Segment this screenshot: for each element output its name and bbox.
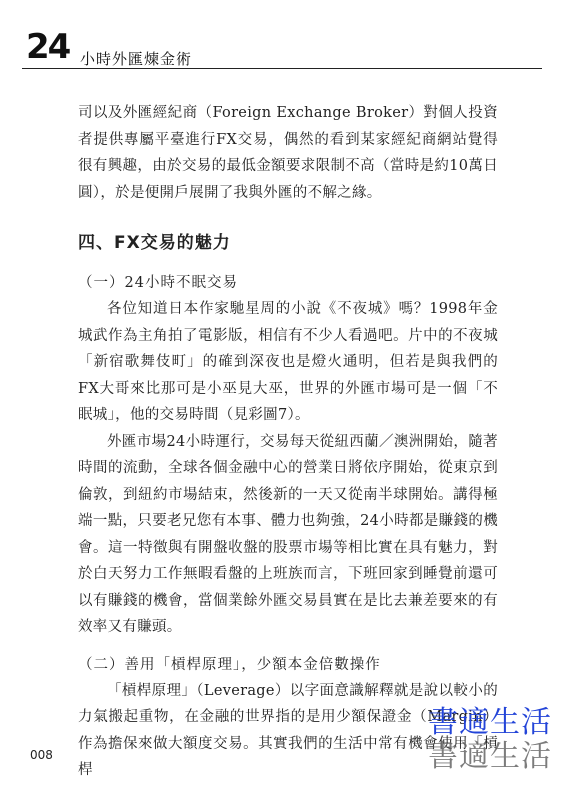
watermark-line-2: 書適生活: [428, 739, 552, 774]
page-header: [0, 0, 564, 80]
paragraph-1: 各位知道日本作家馳星周的小說《不夜城》嗎？1998年金城武作為主角拍了電影版，相信有不少人看過吧。片中的不夜城「新宿歌舞伎町」的確到深夜也是燈火通明，但若是與我們的FX大哥來比那可是小巫見大巫，世界的外匯市場可是一個「不眠城」，他的交易時間（見彩圖7）。: [78, 301, 498, 423]
book-title: 小時外匯煉金術: [80, 50, 193, 68]
subsection-heading-2: （二）善用「槓桿原理」，少額本金倍數操作: [78, 656, 381, 673]
paragraph-3: 「槓桿原理」（Leverage）以字面意識解釋就是說以較小的力氣搬起重物，在金融的世界指的是用少額保證金（Margin）作為擔保來做大額度交易。其實我們的生活中常有機會使用「槓桿: [78, 682, 498, 778]
chapter-number: 24: [26, 27, 70, 67]
header-divider: [22, 68, 542, 69]
paragraph-2: 外匯市場24小時運行，交易每天從紐西蘭／澳洲開始，隨著時間的流動，全球各個金融中心的營業日將依序開始，從東京到倫敦，到紐約市場結束，然後新的一天又從南半球開始。講得極端一點，只要老兄您有本事、體力也夠強，24小時都是賺錢的機會。這一特徵與有開盤收盤的股票市場等相比實在具有魅力，對於白天努力工作無暇看盤的上班族而言，下班回家到睡覺前還可以有賺錢的機會，當個業餘外匯交易員實在是比去兼差要來的有效率又有賺頭。: [78, 433, 498, 635]
page-number: 008: [30, 748, 53, 762]
page-body: [78, 100, 498, 784]
paragraph-intro: 司以及外匯經紀商（Foreign Exchange Broker）對個人投資者提供專屬平臺進行FX交易，偶然的看到某家經紀商網站覺得很有興趣，由於交易的最低金額要求限制不高（當時是約10萬日圓），於是便開戶展開了我與外匯的不解之緣。: [78, 105, 498, 201]
watermark-line-1: 書適生活: [428, 705, 552, 740]
section-heading: 四、FX交易的魅力: [78, 233, 231, 253]
subsection-heading-1: （一）24小時不眠交易: [78, 275, 238, 291]
watermark: [382, 706, 552, 774]
